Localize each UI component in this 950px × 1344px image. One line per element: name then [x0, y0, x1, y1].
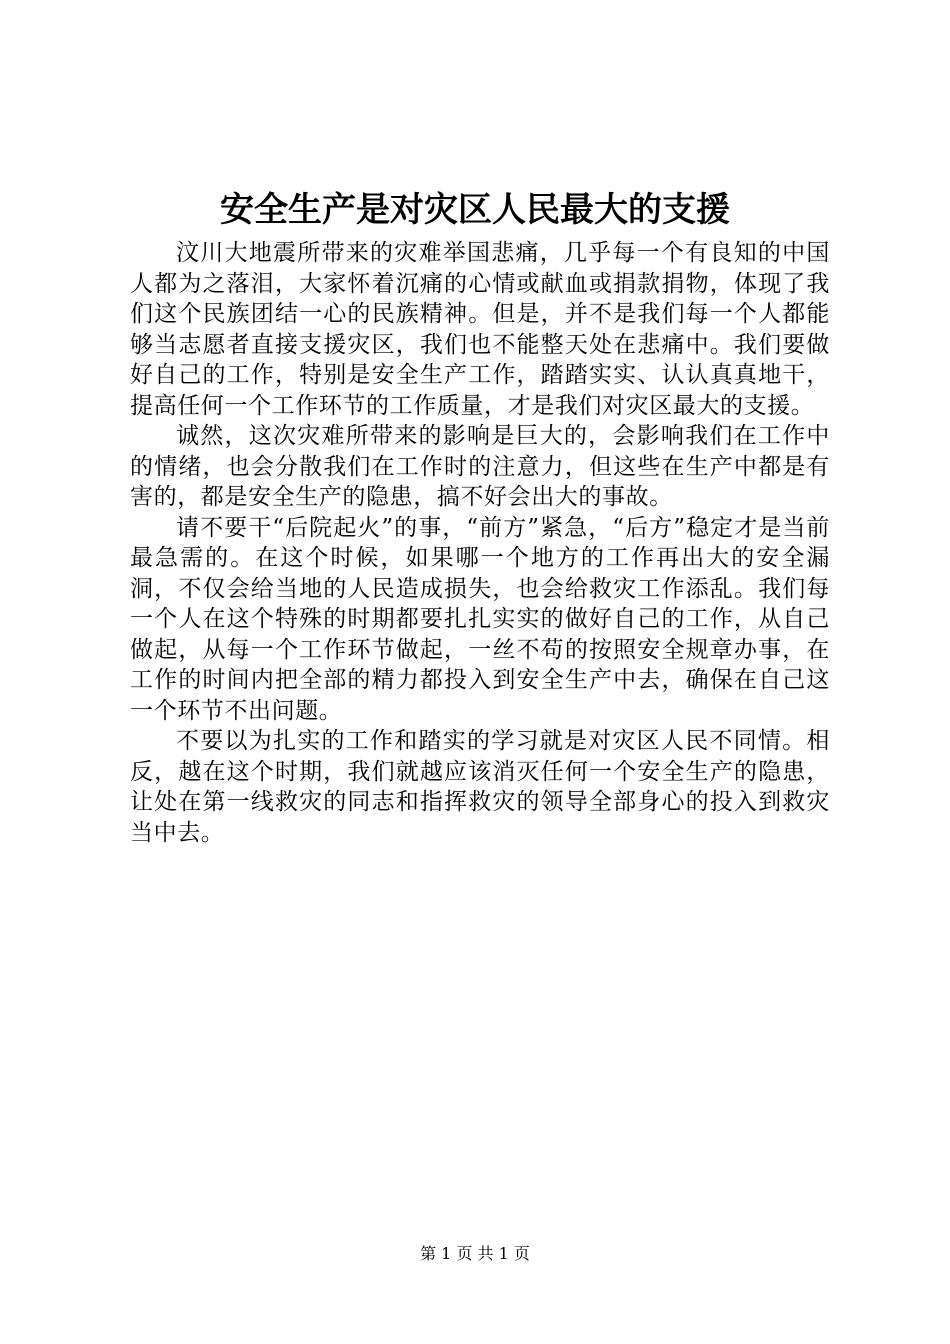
paragraph-2: 诚然，这次灾难所带来的影响是巨大的，会影响我们在工作中的情绪，也会分散我们在工作时的注意力，但这些在生产中都是有害的，都是安全生产的隐患，搞不好会出大的事故。: [130, 423, 830, 510]
page-footer: 第 1 页 共 1 页: [420, 1244, 530, 1263]
paragraph-3: 请不要干“后院起火”的事，“前方”紧急，“后方”稳定才是当前最急需的。在这个时候，如果哪一个地方的工作再出大的安全漏洞，不仅会给当地的人民造成损失，也会给救灾工作添乱。我们每一个人在这个特殊的时期都要扎扎实实的做好自己的工作，从自己做起，从每一个工作环节做起，一丝不苟的按照安全规章办事，在工作的时间内把全部的精力都投入到安全生产中去，确保在自己这一个环节不出问题。: [130, 514, 830, 724]
paragraph-1: 汶川大地震所带来的灾难举国悲痛，几乎每一个有良知的中国人都为之落泪，大家怀着沉痛的心情或献血或捐款捐物，体现了我们这个民族团结一心的民族精神。但是，并不是我们每一个人都能够当志愿者直接支援灾区，我们也不能整天处在悲痛中。我们要做好自己的工作，特别是安全生产工作，踏踏实实、认认真真地干，提高任何一个工作环节的工作质量，才是我们对灾区最大的支援。: [130, 240, 830, 419]
paragraph-4: 不要以为扎实的工作和踏实的学习就是对灾区人民不同情。相反，越在这个时期，我们就越应该消灭任何一个安全生产的隐患，让处在第一线救灾的同志和指挥救灾的领导全部身心的投入到救灾当中去。: [130, 728, 830, 846]
document-title: 安全生产是对灾区人民最大的支援: [220, 190, 730, 230]
document-body: [130, 238, 830, 848]
